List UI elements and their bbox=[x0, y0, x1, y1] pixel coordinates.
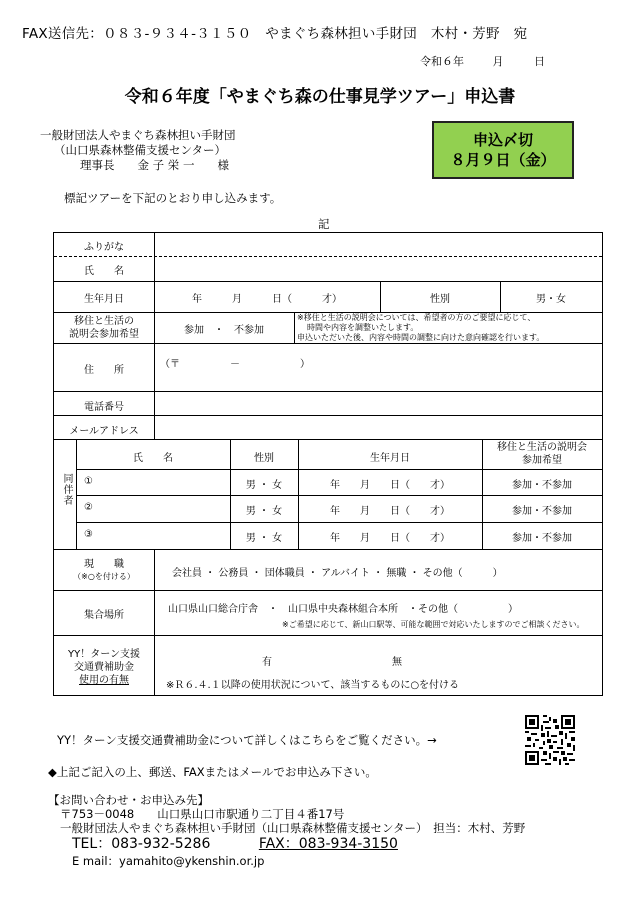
subsidy-yes[interactable]: 有 bbox=[262, 657, 272, 668]
subsidy-info-note: YY！ターン支援交通費補助金について詳しくはこちらをご覧ください。→ bbox=[57, 733, 437, 747]
addressee-block: 一般財団法人やまぐち森林担い手財団 （山口県森林整備支援センター） 理事長 金 子 栄 一 様 bbox=[40, 128, 236, 172]
companion-gender[interactable]: 男 ・ 女 bbox=[245, 480, 283, 491]
phone-label: 電話番号 bbox=[84, 402, 124, 413]
contact-tel[interactable]: TEL：083-932-5286 bbox=[72, 836, 211, 852]
postal-code-field[interactable]: （〒 － ） bbox=[160, 359, 310, 370]
ki-mark: 記 bbox=[318, 217, 330, 231]
companion-session[interactable]: 参加・不参加 bbox=[512, 533, 572, 544]
submission-note: ◆上記ご記入の上、郵送、FAXまたはメールでお申込み下さい。 bbox=[48, 765, 377, 779]
companion-birth[interactable]: 年 月 日（ 才） bbox=[330, 480, 450, 491]
contact-block: 【お問い合わせ・お申込み先】 〒753－0048 山口県山口市駅通り二丁目４番17号 一般財団法人やまぐち森林担い手財団（山口県森林整備支援センター） 担当：木村、芳野 TEL：083-932-5286 FAX：083-934-3150 E mail：yamahito@ykenshin.or.jp bbox=[48, 793, 526, 868]
session-label: 移住と生活の 説明会参加希望 bbox=[69, 316, 139, 340]
subsidy-no[interactable]: 無 bbox=[392, 657, 402, 668]
session-note: ※移住と生活の説明会については、希望者の方のご要望に応じて、 時間や内容を調整いたします。 申込いただいた後、内容や時間の調整に向けた意向確認を行います。 bbox=[297, 313, 545, 342]
job-sub-label: （※○を付ける） bbox=[73, 572, 135, 581]
contact-fax[interactable]: FAX：083-934-3150 bbox=[258, 836, 398, 852]
birth-value[interactable]: 年 月 日（ 才） bbox=[192, 294, 342, 305]
page-title: 令和６年度「やまぐち森の仕事見学ツアー」申込書 bbox=[124, 87, 516, 107]
furigana-label: ふりがな bbox=[84, 242, 124, 253]
session-value[interactable]: 参加 ・ 不参加 bbox=[184, 325, 264, 336]
deadline-badge: 申込〆切 ８月９日（金） bbox=[432, 121, 574, 179]
submission-date: 令和６年 月 日 bbox=[420, 55, 545, 68]
address-label: 住 所 bbox=[84, 365, 124, 376]
fax-destination: FAX送信先：０８３-９３４-３１５０ やまぐち森林担い手財団 木村・芳野 宛 bbox=[22, 26, 528, 42]
companion-number: ① bbox=[84, 476, 93, 487]
meeting-options[interactable]: 山口県山口総合庁舎 ・ 山口県中央森林組合本所 ・その他（ ） bbox=[168, 604, 518, 615]
application-form bbox=[53, 232, 603, 696]
gender-label: 性別 bbox=[430, 294, 450, 305]
comp-session-header: 移住と生活の説明会 参加希望 bbox=[497, 442, 587, 466]
companion-birth[interactable]: 年 月 日（ 才） bbox=[330, 506, 450, 517]
companion-gender[interactable]: 男 ・ 女 bbox=[245, 506, 283, 517]
companion-label: 同伴者 bbox=[61, 473, 72, 506]
subsidy-label: YY！ターン支援 交通費補助金 使用の有無 bbox=[67, 649, 141, 686]
comp-gender-header: 性別 bbox=[254, 453, 274, 464]
companion-session[interactable]: 参加・不参加 bbox=[512, 506, 572, 517]
name-label: 氏 名 bbox=[84, 266, 124, 277]
birth-label: 生年月日 bbox=[84, 294, 124, 305]
companion-session[interactable]: 参加・不参加 bbox=[512, 480, 572, 491]
meeting-note: ※ご希望に応じて、新山口駅等、可能な範囲で対応いたしますのでご相談ください。 bbox=[282, 620, 585, 629]
contact-email[interactable]: E mail：yamahito@ykenshin.or.jp bbox=[72, 854, 265, 868]
companion-birth[interactable]: 年 月 日（ 才） bbox=[330, 533, 450, 544]
comp-name-header: 氏 名 bbox=[133, 453, 173, 464]
job-label: 現 職 bbox=[84, 559, 124, 570]
companion-number: ③ bbox=[84, 529, 93, 540]
meeting-label: 集合場所 bbox=[84, 610, 124, 621]
gender-value[interactable]: 男・女 bbox=[536, 294, 566, 305]
companion-number: ② bbox=[84, 502, 93, 513]
subsidy-note: ※Ｒ６.４.１以降の使用状況について、該当するものに○を付ける bbox=[166, 680, 460, 691]
intro-text: 標記ツアーを下記のとおり申し込みます。 bbox=[64, 191, 282, 205]
job-options[interactable]: 会社員 ・ 公務員 ・ 団体職員 ・ アルバイト ・ 無職 ・ その他（ ） bbox=[172, 568, 503, 579]
comp-birth-header: 生年月日 bbox=[370, 453, 410, 464]
qr-code-icon[interactable] bbox=[525, 715, 575, 765]
companion-gender[interactable]: 男 ・ 女 bbox=[245, 533, 283, 544]
email-label: メールアドレス bbox=[69, 426, 139, 437]
